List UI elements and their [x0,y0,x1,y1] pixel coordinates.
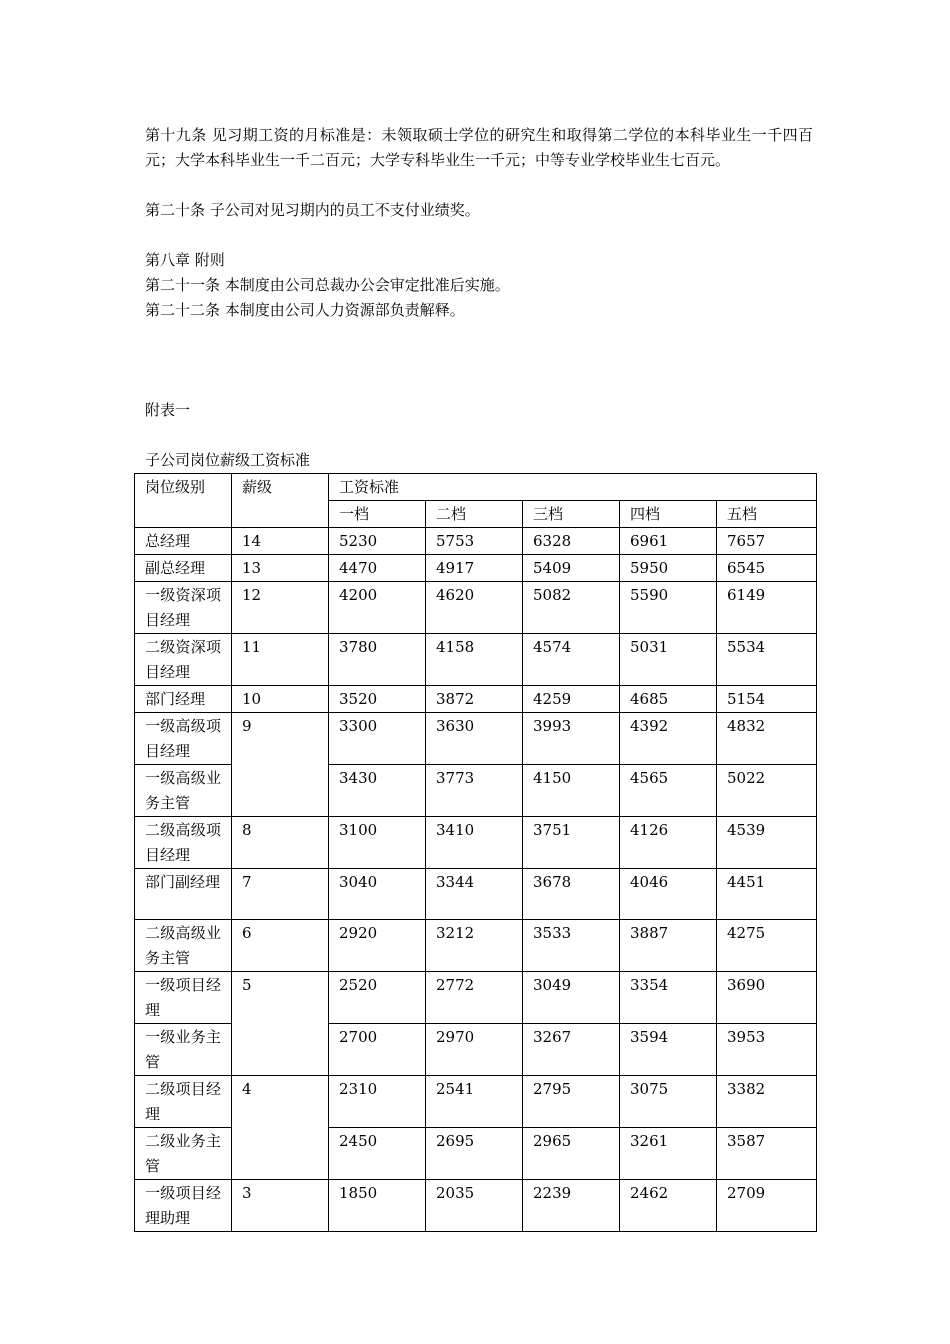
value-cell: 4685 [620,686,717,713]
value-cell: 4917 [426,555,523,582]
position-cell: 一级项目经理助理 [135,1180,232,1232]
level-cell: 12 [232,582,329,634]
value-cell: 2920 [329,920,426,972]
header-tier: 二档 [426,501,523,528]
value-cell: 1850 [329,1180,426,1232]
level-cell: 10 [232,686,329,713]
value-cell: 3780 [329,634,426,686]
value-cell: 5590 [620,582,717,634]
value-cell: 5154 [717,686,817,713]
level-cell: 3 [232,1180,329,1232]
value-cell: 4539 [717,817,817,869]
article-19: 第十九条 见习期工资的月标准是：未领取硕士学位的研究生和取得第二学位的本科毕业生一千四百元；大学本科毕业生一千二百元；大学专科毕业生一千元；中等专业学校毕业生七百元。 [145,126,813,169]
header-tier: 五档 [717,501,817,528]
level-cell: 13 [232,555,329,582]
level-cell: 4 [232,1076,329,1180]
value-cell: 4150 [523,765,620,817]
value-cell: 6961 [620,528,717,555]
value-cell: 5082 [523,582,620,634]
value-cell: 3430 [329,765,426,817]
value-cell: 2695 [426,1128,523,1180]
value-cell: 4451 [717,869,817,920]
position-cell: 一级业务主管 [135,1024,232,1076]
value-cell: 3678 [523,869,620,920]
value-cell: 6149 [717,582,817,634]
position-cell: 一级高级项目经理 [135,713,232,765]
table-row [135,555,817,582]
position-cell: 副总经理 [135,555,232,582]
level-cell: 7 [232,869,329,920]
value-cell: 3953 [717,1024,817,1076]
level-cell: 5 [232,972,329,1076]
value-cell: 2462 [620,1180,717,1232]
value-cell: 3267 [523,1024,620,1076]
value-cell: 2795 [523,1076,620,1128]
article-22: 第二十二条 本制度由公司人力资源部负责解释。 [145,301,465,319]
value-cell: 2700 [329,1024,426,1076]
value-cell: 3533 [523,920,620,972]
value-cell: 3049 [523,972,620,1024]
position-cell: 部门副经理 [135,869,232,920]
appendix-label: 附表一 [145,401,191,419]
value-cell: 5534 [717,634,817,686]
header-tier: 四档 [620,501,717,528]
position-cell: 一级资深项目经理 [135,582,232,634]
position-cell: 二级业务主管 [135,1128,232,1180]
value-cell: 4259 [523,686,620,713]
value-cell: 5022 [717,765,817,817]
level-cell: 11 [232,634,329,686]
value-cell: 2035 [426,1180,523,1232]
value-cell: 3690 [717,972,817,1024]
value-cell: 4275 [717,920,817,972]
value-cell: 4565 [620,765,717,817]
value-cell: 3751 [523,817,620,869]
position-cell: 二级资深项目经理 [135,634,232,686]
header-position: 岗位级别 [135,474,232,528]
table-title: 子公司岗位薪级工资标准 [145,451,311,469]
value-cell: 4832 [717,713,817,765]
value-cell: 3410 [426,817,523,869]
table-row [135,972,817,1024]
value-cell: 2970 [426,1024,523,1076]
table-row [135,1180,817,1232]
article-20: 第二十条 子公司对见习期内的员工不支付业绩奖。 [145,201,480,219]
value-cell: 4158 [426,634,523,686]
value-cell: 2310 [329,1076,426,1128]
value-cell: 4046 [620,869,717,920]
value-cell: 6328 [523,528,620,555]
level-cell: 9 [232,713,329,817]
table-row [135,1076,817,1128]
value-cell: 4620 [426,582,523,634]
table-row [135,713,817,765]
header-tier: 一档 [329,501,426,528]
value-cell: 4574 [523,634,620,686]
value-cell: 2450 [329,1128,426,1180]
position-cell: 二级项目经理 [135,1076,232,1128]
value-cell: 5031 [620,634,717,686]
position-cell: 总经理 [135,528,232,555]
position-cell: 二级高级业务主管 [135,920,232,972]
level-cell: 6 [232,920,329,972]
value-cell: 3520 [329,686,426,713]
value-cell: 5230 [329,528,426,555]
table-row [135,869,817,920]
value-cell: 3887 [620,920,717,972]
value-cell: 3212 [426,920,523,972]
value-cell: 2541 [426,1076,523,1128]
value-cell: 4392 [620,713,717,765]
position-cell: 一级高级业务主管 [135,765,232,817]
header-standard: 工资标准 [329,474,817,501]
chapter-8-heading: 第八章 附则 [145,251,225,269]
value-cell: 2709 [717,1180,817,1232]
value-cell: 3773 [426,765,523,817]
value-cell: 7657 [717,528,817,555]
table-row [135,686,817,713]
value-cell: 3587 [717,1128,817,1180]
header-level: 薪级 [232,474,329,528]
value-cell: 6545 [717,555,817,582]
value-cell: 3594 [620,1024,717,1076]
value-cell: 5409 [523,555,620,582]
value-cell: 3075 [620,1076,717,1128]
table-row [135,528,817,555]
value-cell: 3261 [620,1128,717,1180]
value-cell: 5753 [426,528,523,555]
table-row [135,920,817,972]
table-row [135,634,817,686]
value-cell: 4126 [620,817,717,869]
value-cell: 3993 [523,713,620,765]
value-cell: 3300 [329,713,426,765]
value-cell: 2965 [523,1128,620,1180]
value-cell: 3040 [329,869,426,920]
table-row [135,817,817,869]
value-cell: 4200 [329,582,426,634]
article-21: 第二十一条 本制度由公司总裁办公会审定批准后实施。 [145,276,510,294]
value-cell: 3872 [426,686,523,713]
position-cell: 一级项目经理 [135,972,232,1024]
level-cell: 14 [232,528,329,555]
position-cell: 部门经理 [135,686,232,713]
position-cell: 二级高级项目经理 [135,817,232,869]
value-cell: 2772 [426,972,523,1024]
value-cell: 2520 [329,972,426,1024]
table-row [135,582,817,634]
value-cell: 4470 [329,555,426,582]
level-cell: 8 [232,817,329,869]
value-cell: 3382 [717,1076,817,1128]
header-row [135,474,817,501]
value-cell: 2239 [523,1180,620,1232]
value-cell: 3344 [426,869,523,920]
value-cell: 3100 [329,817,426,869]
value-cell: 5950 [620,555,717,582]
value-cell: 3354 [620,972,717,1024]
header-tier: 三档 [523,501,620,528]
value-cell: 3630 [426,713,523,765]
salary-table [134,473,817,1232]
